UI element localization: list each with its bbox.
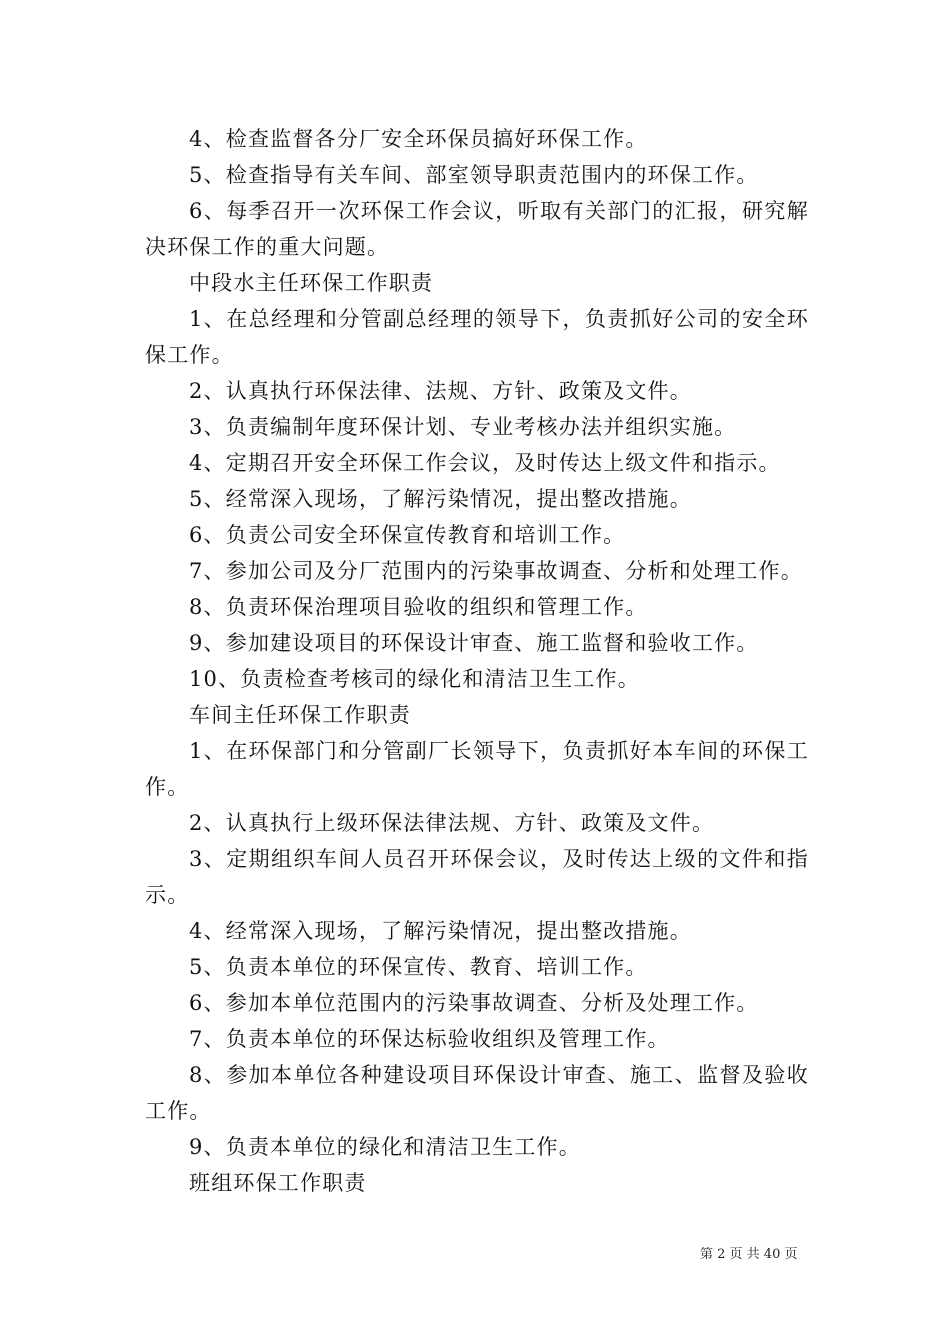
- section-heading: 班组环保工作职责: [189, 1171, 367, 1195]
- paragraph: 6、参加本单位范围内的污染事故调查、分析及处理工作。: [189, 991, 759, 1015]
- paragraph: 3、定期组织车间人员召开环保会议，及时传达上级的文件和指示。: [145, 847, 809, 907]
- paragraph: 2、认真执行上级环保法律法规、方针、政策及文件。: [189, 811, 715, 835]
- paragraph: 3、负责编制年度环保计划、专业考核办法并组织实施。: [189, 415, 737, 439]
- paragraph: 1、在环保部门和分管副厂长领导下，负责抓好本车间的环保工作。: [145, 739, 809, 799]
- paragraph: 6、负责公司安全环保宣传教育和培训工作。: [189, 523, 626, 547]
- paragraph: 7、负责本单位的环保达标验收组织及管理工作。: [189, 1027, 670, 1051]
- paragraph: 9、负责本单位的绿化和清洁卫生工作。: [189, 1135, 581, 1159]
- section-heading: 车间主任环保工作职责: [189, 703, 411, 727]
- page-number-footer: 第 2 页 共 40 页: [700, 1247, 798, 1262]
- paragraph: 1、在总经理和分管副总经理的领导下，负责抓好公司的安全环保工作。: [145, 307, 809, 367]
- paragraph: 6、每季召开一次环保工作会议，听取有关部门的汇报，研究解决环保工作的重大问题。: [145, 199, 809, 259]
- paragraph: 8、参加本单位各种建设项目环保设计审查、施工、监督及验收工作。: [145, 1063, 809, 1123]
- paragraph: 2、认真执行环保法律、法规、方针、政策及文件。: [189, 379, 692, 403]
- paragraph: 9、参加建设项目的环保设计审查、施工监督和验收工作。: [189, 631, 759, 655]
- paragraph: 4、定期召开安全环保工作会议，及时传达上级文件和指示。: [189, 451, 781, 475]
- paragraph: 5、负责本单位的环保宣传、教育、培训工作。: [189, 955, 648, 979]
- paragraph: 5、经常深入现场，了解污染情况，提出整改措施。: [189, 487, 692, 511]
- document-body: [145, 121, 809, 1201]
- paragraph: 7、参加公司及分厂范围内的污染事故调查、分析和处理工作。: [189, 559, 803, 583]
- paragraph: 10、负责检查考核司的绿化和清洁卫生工作。: [189, 667, 640, 691]
- paragraph: 4、经常深入现场，了解污染情况，提出整改措施。: [189, 919, 692, 943]
- section-heading: 中段水主任环保工作职责: [189, 271, 434, 295]
- paragraph: 4、检查监督各分厂安全环保员搞好环保工作。: [189, 127, 648, 151]
- paragraph: 8、负责环保治理项目验收的组织和管理工作。: [189, 595, 648, 619]
- paragraph: 5、检查指导有关车间、部室领导职责范围内的环保工作。: [189, 163, 759, 187]
